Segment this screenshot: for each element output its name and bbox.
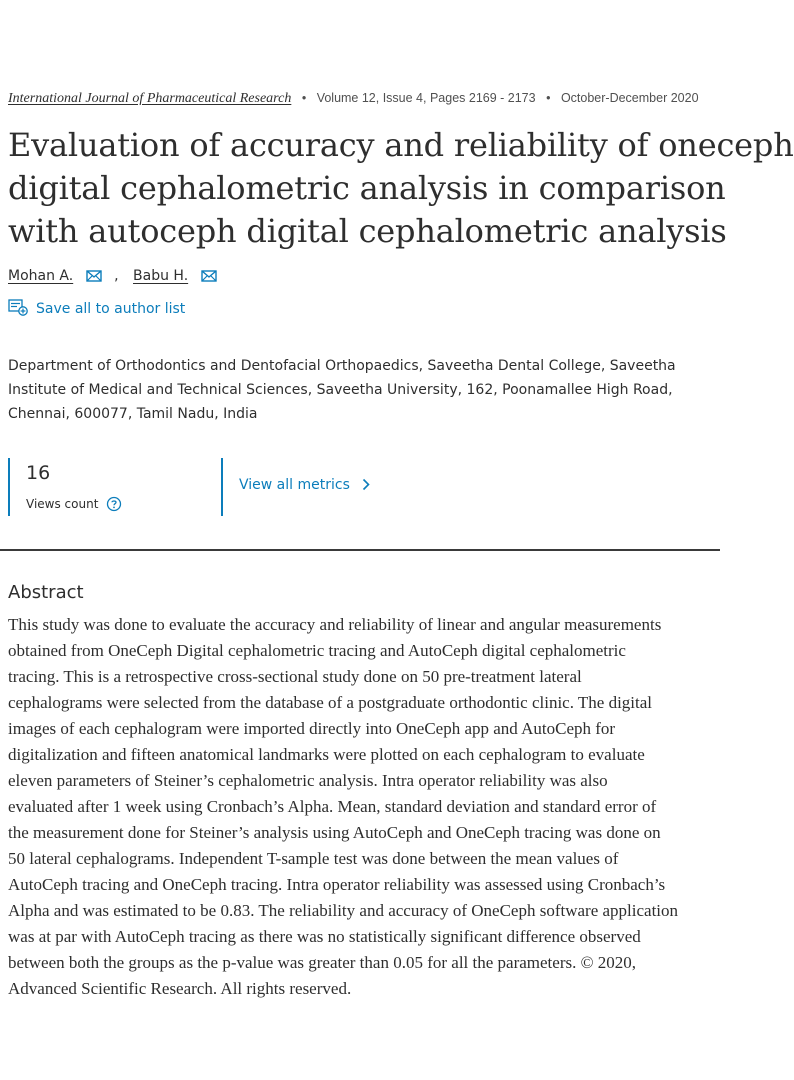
section-divider	[0, 549, 720, 551]
abstract-line: was at par with AutoCeph tracing as there was no statistically significant difference observed	[8, 927, 641, 946]
abstract-line: digitalization and fifteen anatomical landmarks were plotted on each cephalogram to evaluate	[8, 745, 645, 764]
author-list-add-icon	[8, 298, 28, 320]
title-line: digital cephalometric analysis in comparison	[8, 169, 726, 207]
source-line	[8, 91, 720, 107]
chevron-right-icon	[362, 478, 370, 495]
save-all-to-author-list-button[interactable]	[8, 298, 185, 320]
abstract-line: the measurement done for Steiner’s analysis using AutoCeph and OneCeph tracing was done on	[8, 823, 661, 842]
title-line: Evaluation of accuracy and reliability of oneceph	[8, 126, 794, 164]
help-icon[interactable]	[106, 496, 122, 515]
abstract-line: Advanced Scientific Research. All rights reserved.	[8, 979, 352, 998]
abstract-line: images of each cephalogram were imported directly into OneCeph app and AutoCeph for	[8, 719, 616, 738]
view-all-metrics-container	[221, 458, 350, 516]
bullet-separator: •	[301, 91, 307, 105]
title-line: with autoceph digital cephalometric analysis	[8, 212, 727, 250]
views-count-text: Views count	[26, 497, 99, 511]
views-metric	[8, 458, 210, 516]
abstract-line: obtained from OneCeph Digital cephalometric tracing and AutoCeph digital cephalometric	[8, 641, 626, 660]
abstract-line: cephalograms were selected from the database of a postgraduate orthodontic clinic. The digital	[8, 693, 653, 712]
author-list	[8, 268, 217, 286]
author-link[interactable]: Mohan A.	[8, 268, 74, 284]
mail-icon[interactable]	[86, 270, 102, 286]
save-all-label: Save all to author list	[36, 301, 186, 317]
abstract-line: between both the groups as the p-value was greater than 0.05 for all the parameters. © 2020,	[8, 953, 637, 972]
view-all-metrics-link[interactable]	[239, 477, 370, 495]
abstract-text	[8, 612, 720, 1002]
abstract-line: Alpha and was estimated to be 0.83. The reliability and accuracy of OneCeph software application	[8, 901, 679, 920]
bullet-separator: •	[546, 91, 551, 105]
abstract-line: tracing. This is a retrospective cross-sectional study done on 50 pre-treatment lateral	[8, 667, 582, 686]
journal-link[interactable]: International Journal of Pharmaceutical Research	[8, 91, 292, 106]
abstract-line: This study was done to evaluate the accuracy and reliability of linear and angular measurements	[8, 615, 662, 634]
mail-icon[interactable]	[201, 270, 217, 286]
abstract-container	[8, 612, 720, 998]
abstract-heading: Abstract	[8, 582, 84, 603]
article-title	[8, 124, 794, 253]
abstract-line: AutoCeph tracing and OneCeph tracing. Intra operator reliability was assessed using Cronbach’s	[8, 875, 666, 894]
volume-issue-pages: Volume 12, Issue 4, Pages 2169 - 2173	[316, 91, 536, 105]
abstract-line: 50 lateral cephalograms. Independent T-sample test was done between the mean values of	[8, 849, 619, 868]
author-separator: ,	[114, 268, 119, 284]
views-count-value: 16	[26, 462, 51, 484]
views-count-label	[26, 496, 122, 515]
view-all-metrics-label: View all metrics	[239, 477, 350, 493]
abstract-line: evaluated after 1 week using Cronbach’s Alpha. Mean, standard deviation and standard error of	[8, 797, 657, 816]
publication-date: October-December 2020	[560, 91, 699, 105]
author-link[interactable]: Babu H.	[133, 268, 189, 284]
affiliation: Department of Orthodontics and Dentofacial Orthopaedics, Saveetha Dental College, Saveetha Institute of Medical and Technical Sciences, Saveetha University, 162, Poonamallee High Road, Chennai, 600077, Tamil Nadu, India	[8, 358, 676, 422]
abstract-line: eleven parameters of Steiner’s cephalometric analysis. Intra operator reliability was also	[8, 771, 608, 790]
